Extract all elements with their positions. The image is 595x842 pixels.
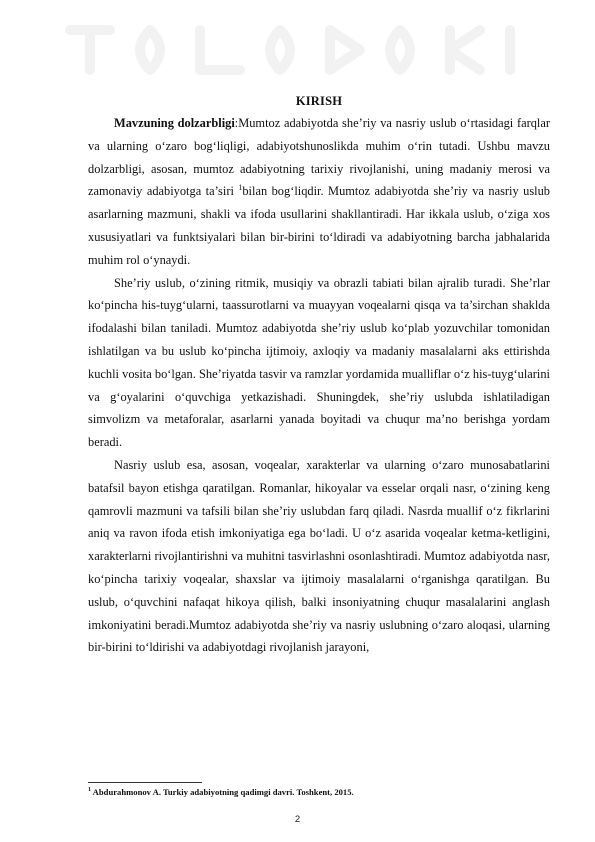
- page-number: 2: [294, 814, 301, 825]
- footnote-divider: [88, 782, 202, 783]
- footnote-text: Abdurahmonov A. Turkiy adabiyotning qadimgi davri. Toshkent, 2015.: [91, 787, 354, 797]
- footnote-reference[interactable]: 1: [238, 183, 243, 193]
- paragraph-1-text-a: :Mumtoz adabiyotda she’riy va nasriy uslub o‘rtasidagi farqlar va ularning o‘zaro bog‘liqligi, adabiyotshunoslikda muhim o‘rin tutadi. Ushbu mavzu dolzarbligi, asosan, mumtoz adabiyotning tarixiy rivojlanishi, uning madaniy merosi va zamonaviy adabiyotga ta’siri: [88, 116, 550, 199]
- section-heading: KIRISH: [295, 94, 343, 108]
- paragraph-1: [88, 112, 550, 272]
- paragraph-bold-lead: Mavzuning dolzarbligi: [114, 116, 235, 130]
- main-content: [88, 92, 550, 659]
- paragraph-3: Nasriy uslub esa, asosan, voqealar, xarakterlar va ularning o‘zaro munosabatlarini batafsil bayon etishga qaratilgan. Romanlar, hikoyalar va esselar orqali nasr, o‘zining keng qamrovli mazmuni va tafsili bilan she’riy uslubdan farq qiladi. Nasrda muallif o‘z fikrlarini aniq va ravon ifoda etish imkoniyatiga ega bo‘ladi. U o‘z asarida voqealar ketma-ketligini, xarakterlarni rivojlantirishni va muhitni tasvirlashni osonlashtiradi. Mumtoz adabiyotda nasr, ko‘pincha tarixiy voqealar, shaxslar va ijtimoiy masalalarni o‘rganishga qaratilgan. Bu uslub, o‘quvchini nafaqat hikoya qilish, balki insoniyatning chuqur masalalarini anglash imkoniyatini beradi.Mumtoz adabiyotda she’riy va nasriy uslubning o‘zaro aloqasi, ularning bir-birini to‘ldirishi va adabiyotdagi rivojlanish jarayoni,: [88, 457, 550, 655]
- footnote-number: 1: [88, 787, 91, 794]
- paragraph-1-text-b: bilan bog‘liqdir. Mumtoz adabiyotda she’riy va nasriy uslub asarlarning mazmuni, shakli va ifoda usullarini shakllantiradi. Har ikkala uslub, o‘ziga xos xususiyatlari va funktsiyalari bilan bir-birini to‘ldiradi va adabiyotning barcha jabhalarida muhim rol o‘ynaydi.: [88, 184, 550, 267]
- paragraph-2: She’riy uslub, o‘zining ritmik, musiqiy va obrazli tabiati bilan ajralib turadi. She’rlar ko‘pincha his-tuyg‘ularni, taassurotlarni va muayyan voqealarni qisqa va ta’sirchan shaklda ifodalashi bilan taniladi. Mumtoz adabiyotda she’riy uslub ko‘plab yozuvchilar tomonidan ishlatilgan va bu uslub ko‘pincha ijtimoiy, axloqiy va madaniy masalalarni aks ettirishda kuchli vosita bo‘lgan. She’riyatda tasvir va ramzlar yordamida mualliflar o‘z his-tuyg‘ularini va g‘oyalarini o‘quvchiga yetkazishadi. Shuningdek, she’riy uslubda ishlatiladigan simvolizm va metaforalar, asarlarni yanada boyitadi va chuqur ma’no berishga yordam beradi.: [88, 275, 550, 450]
- footnote: [88, 787, 550, 798]
